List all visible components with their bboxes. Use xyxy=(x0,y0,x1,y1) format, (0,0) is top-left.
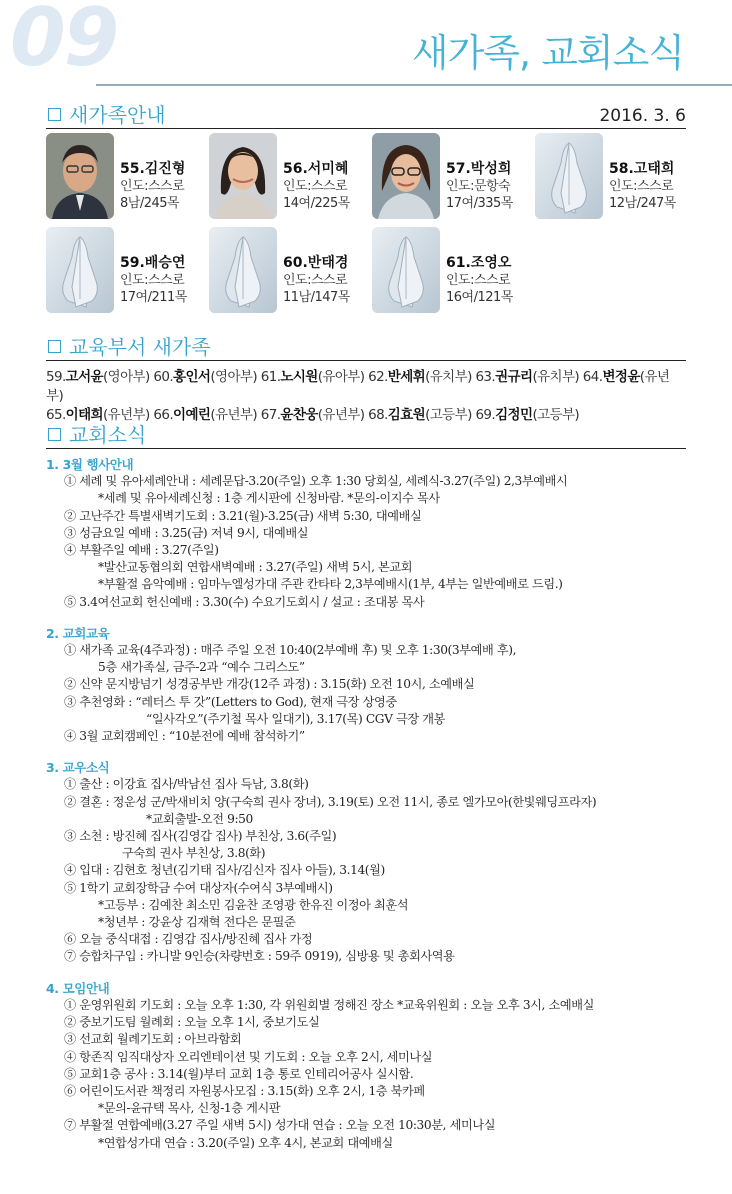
education-header xyxy=(46,336,686,361)
praying-hands-photo xyxy=(209,227,277,313)
square-bullet-icon xyxy=(48,428,61,441)
news-item: ① 새가족 교육(4주과정) : 매주 주일 오전 10:40(2부예배 후) 및 오후 1:30(3부예배 후), xyxy=(64,643,517,658)
woman-portrait-photo xyxy=(209,133,277,219)
newcomers-heading: 새가족안내 xyxy=(69,103,166,127)
page-title: 새가족, 교회소식 xyxy=(411,31,684,75)
education-newcomer xyxy=(475,369,582,385)
news-header xyxy=(46,424,686,449)
newcomer-name: 58.고태희 xyxy=(609,161,675,177)
news-category-title: 1. 3월 행사안내 xyxy=(46,457,134,472)
news-item: ① 세례 및 유아세례안내 : 세례문답-3.20(주일) 오후 1:30 당회실, 세례식-3.27(주일) 2,3부예배시 xyxy=(64,474,568,489)
entry-dept: (유치부) xyxy=(425,369,476,385)
education-list xyxy=(46,368,686,425)
entry-dept: (고등부) xyxy=(425,407,476,423)
news-item: ④ 항존직 임직대상자 오리엔테이션 및 기도회 : 오늘 오후 2시, 세미나실 xyxy=(64,1049,433,1064)
entry-dept: (유아부) xyxy=(317,369,369,385)
newcomer-card xyxy=(46,133,206,223)
education-heading: 교육부서 새가족 xyxy=(69,335,211,359)
woman-glasses-portrait-photo xyxy=(372,133,440,219)
newcomer-name: 56.서미혜 xyxy=(283,161,349,177)
entry-dept: (유년부) xyxy=(317,407,369,423)
newcomers-header xyxy=(46,104,686,129)
news-item: ⑦ 부활절 연합예배(3.27 주일 새벽 5시) 성가대 연습 : 오늘 오전 10:30분, 세미나실 xyxy=(64,1118,496,1133)
newcomer-guide: 인도:스스로 xyxy=(283,273,348,288)
newcomer-guide: 인도:스스로 xyxy=(120,179,185,194)
news-item: ② 고난주간 특별새벽기도회 : 3.21(월)-3.25(금) 새벽 5:30, 대예배실 xyxy=(64,508,422,523)
education-newcomer xyxy=(368,407,475,423)
entry-number: 64. xyxy=(582,369,603,385)
news-item: *문의-윤규택 목사, 신청-1층 게시판 xyxy=(98,1101,281,1116)
entry-number: 60. xyxy=(153,369,174,385)
newcomer-card xyxy=(535,133,695,223)
newcomer-card xyxy=(372,227,532,317)
entry-name: 김정민 xyxy=(495,407,533,423)
news-item: ⑤ 3.4여선교회 헌신예배 : 3.30(수) 수요기도회시 / 설교 : 조대봉 목사 xyxy=(64,594,425,609)
newcomer-name: 57.박성희 xyxy=(446,161,512,177)
entry-number: 66. xyxy=(153,407,174,423)
news-item: ⑥ 오늘 중식대접 : 김영갑 집사/방진혜 집사 가정 xyxy=(64,932,313,947)
entry-number: 68. xyxy=(368,407,388,423)
news-item: *부활절 음악예배 : 임마누엘성가대 주관 칸타타 2,3부예배시(1부, 4부는 일반예배로 드림.) xyxy=(98,577,563,592)
education-newcomer xyxy=(475,407,579,423)
praying-hands-photo xyxy=(535,133,603,219)
news-item: *고등부 : 김예찬 최소민 김윤찬 조영광 한유진 이정아 최훈석 xyxy=(98,897,409,912)
entry-dept: (고등부) xyxy=(532,407,580,423)
newcomer-name: 55.김진형 xyxy=(120,161,186,177)
news-item: ⑤ 1학기 교회장학금 수여 대상자(수여식 3부예배시) xyxy=(64,880,333,895)
newcomer-group: 12남/247목 xyxy=(609,196,676,211)
entry-name: 반세휘 xyxy=(387,369,426,385)
news-item: ② 중보기도팀 월례회 : 오늘 오후 1시, 중보기도실 xyxy=(64,1015,320,1030)
news-item: *청년부 : 강윤상 김재혁 전다은 문필준 xyxy=(98,915,296,930)
entry-number: 62. xyxy=(368,369,388,385)
entry-number: 59. xyxy=(46,369,66,385)
newcomer-group: 17여/211목 xyxy=(120,290,187,305)
education-newcomer xyxy=(153,369,260,385)
news-item: 5층 새가족실, 금주-2과 “예수 그리스도” xyxy=(98,660,305,675)
newcomer-card xyxy=(209,227,369,317)
entry-name: 고서윤 xyxy=(65,369,103,385)
news-category-title: 2. 교회교육 xyxy=(46,625,110,641)
news-item: ③ 소천 : 방진혜 집사(김영갑 집사) 부친상, 3.6(주일) xyxy=(64,829,337,844)
entry-number: 63. xyxy=(475,369,496,385)
newcomer-card xyxy=(372,133,532,223)
news-item: ① 출산 : 이강효 집사/박남선 집사 득남, 3.8(화) xyxy=(64,777,309,792)
news-item: ⑦ 승합차구입 : 카니발 9인승(차량번호 : 59주 0919), 심방용 및 총회사역용 xyxy=(64,949,455,964)
entry-number: 67. xyxy=(260,407,281,423)
entry-number: 65. xyxy=(46,407,66,423)
newcomer-name: 60.반태경 xyxy=(283,255,349,271)
education-newcomer xyxy=(46,407,153,423)
news-item: ④ 부활주일 예배 : 3.27(주일) xyxy=(64,543,219,558)
newcomer-card xyxy=(209,133,369,223)
news-item: ③ 성금요일 예배 : 3.25(금) 저녁 9시, 대예배실 xyxy=(64,525,309,540)
news-item: ⑥ 어린이도서관 책정리 자원봉사모집 : 3.15(화) 오후 2시, 1층 북카페 xyxy=(64,1083,425,1098)
news-item: ④ 3월 교회캠페인 : “10분전에 예배 참석하기” xyxy=(64,729,305,744)
newcomer-name: 61.조영오 xyxy=(446,255,512,271)
newcomer-guide: 인도:문항숙 xyxy=(446,179,511,194)
entry-name: 이태희 xyxy=(65,407,103,423)
square-bullet-icon xyxy=(48,340,61,353)
praying-hands-photo xyxy=(46,227,114,313)
education-newcomer xyxy=(261,369,368,385)
news-item: ③ 추천영화 : “레터스 투 갓”(Letters to God), 현재 극장 상영중 xyxy=(64,694,397,709)
title-divider xyxy=(96,84,732,86)
education-newcomer xyxy=(368,369,475,385)
praying-hands-photo xyxy=(372,227,440,313)
entry-number: 61. xyxy=(260,369,281,385)
entry-name: 이예린 xyxy=(173,407,211,423)
newcomer-guide: 인도:스스로 xyxy=(609,179,674,194)
news-item: ② 결혼 : 정운성 군/박새비치 양(구숙희 권사 장녀), 3.19(토) 오전 11시, 종로 엘가모아(한빛웨딩프라자) xyxy=(64,794,597,809)
news-item: “일사각오”(주기철 목사 일대기), 3.17(목) CGV 극장 개봉 xyxy=(146,711,445,726)
education-newcomer xyxy=(46,369,153,385)
square-bullet-icon xyxy=(48,108,61,121)
news-item: 구숙희 권사 부친상, 3.8(화) xyxy=(122,846,266,861)
church-news xyxy=(46,456,702,1152)
entry-name: 변정윤 xyxy=(602,369,640,385)
news-category-title: 4. 모임안내 xyxy=(46,980,110,996)
newcomer-group: 16여/121목 xyxy=(446,290,513,305)
newcomer-guide: 인도:스스로 xyxy=(283,179,348,194)
entry-name: 권규리 xyxy=(495,369,533,385)
news-item: ① 운영위원회 기도회 : 오늘 오후 1:30, 각 위원회별 정해진 장소 *교육위원회 : 오늘 오후 3시, 소예배실 xyxy=(64,997,594,1012)
news-item: ② 신약 문지방넘기 성경공부반 개강(12주 과정) : 3.15(화) 오전 10시, 소예배실 xyxy=(64,677,475,692)
entry-name: 김효원 xyxy=(387,407,426,423)
newcomer-group: 17여/335목 xyxy=(446,196,513,211)
news-category-title: 3. 교우소식 xyxy=(46,760,110,776)
newcomer-group: 8남/245목 xyxy=(120,196,180,211)
entry-name: 윤찬웅 xyxy=(280,407,318,423)
entry-name: 홍인서 xyxy=(173,369,211,385)
newcomer-guide: 인도:스스로 xyxy=(120,273,185,288)
page-number: 09 xyxy=(10,0,118,84)
newcomer-card xyxy=(46,227,206,317)
newcomer-group: 14여/225목 xyxy=(283,196,350,211)
newcomer-name: 59.배승연 xyxy=(120,255,186,271)
newcomer-guide: 인도:스스로 xyxy=(446,273,511,288)
entry-dept: (영아부) xyxy=(210,369,261,385)
entry-dept: (영아부) xyxy=(103,369,154,385)
news-item: ④ 입대 : 김현호 청년(김기태 집사/김신자 집사 아들), 3.14(월) xyxy=(64,863,385,878)
education-newcomer xyxy=(261,407,368,423)
entry-dept: (유치부) xyxy=(532,369,583,385)
entry-dept: (유년부) xyxy=(210,407,261,423)
news-item: *세례 및 유아세례신청 : 1층 게시판에 신청바람. *문의-이지수 목사 xyxy=(98,491,440,506)
news-item: *교회출발-오전 9:50 xyxy=(146,811,253,826)
newcomer-group: 11남/147목 xyxy=(283,290,350,305)
bulletin-date: 2016. 3. 6 xyxy=(599,106,686,126)
news-item: ③ 선교회 월례기도회 : 아브라함회 xyxy=(64,1032,242,1047)
news-item: ⑤ 교회1층 공사 : 3.14(월)부터 교회 1층 통로 인테리어공사 실시함. xyxy=(64,1066,414,1081)
education-newcomer xyxy=(153,407,260,423)
news-item: *연합성가대 연습 : 3.20(주일) 오후 4시, 본교회 대예배실 xyxy=(98,1135,393,1150)
man-portrait-photo xyxy=(46,133,114,219)
entry-name: 노시원 xyxy=(280,369,318,385)
entry-dept: (유년부) xyxy=(103,407,154,423)
entry-dept: (유년부) xyxy=(46,369,670,404)
news-heading: 교회소식 xyxy=(69,423,147,447)
news-item: *발산교동협의회 연합새벽예배 : 3.27(주일) 새벽 5시, 본교회 xyxy=(98,560,413,575)
entry-number: 69. xyxy=(475,407,496,423)
